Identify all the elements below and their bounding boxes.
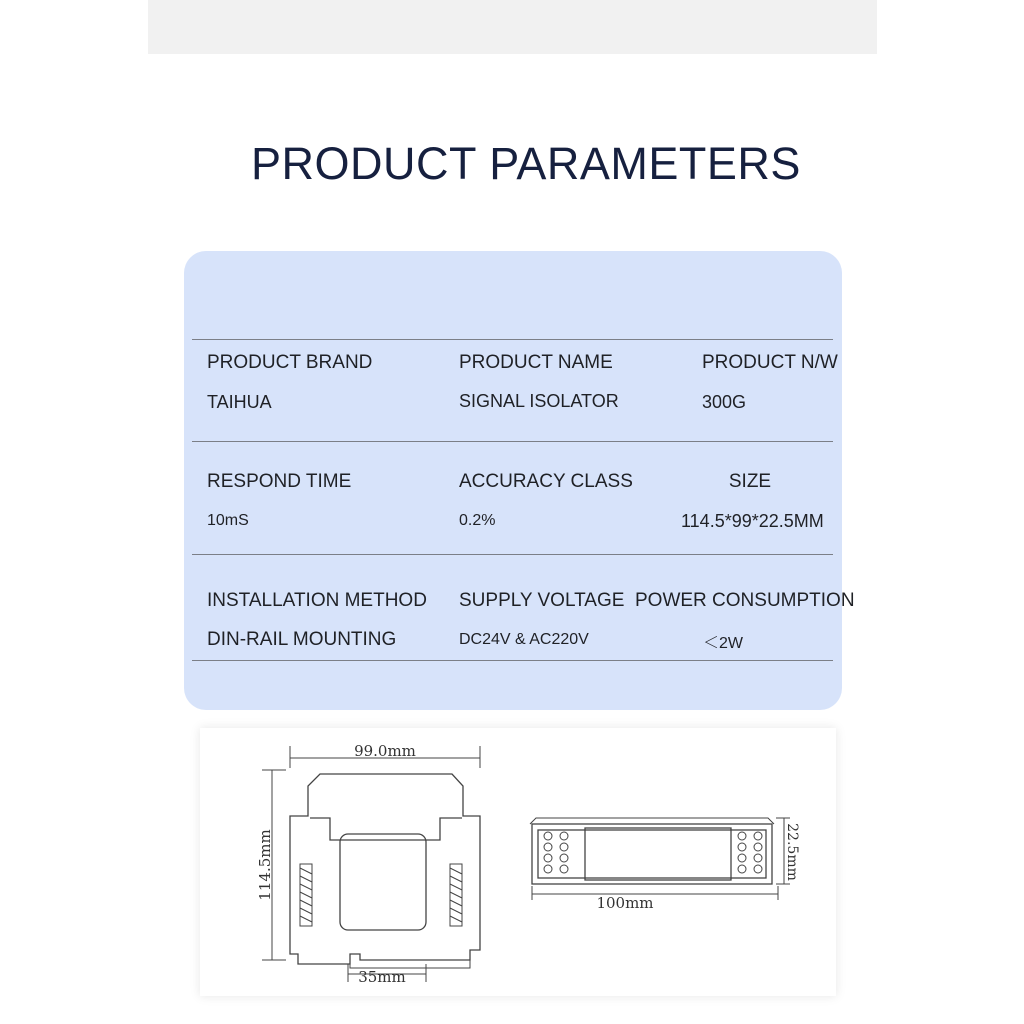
front-view-rail-foot: [350, 960, 470, 968]
label-accuracy-class: ACCURACY CLASS: [459, 471, 633, 492]
value-power-consumption: ＜2W: [703, 635, 744, 652]
top-view-label-window: [585, 828, 731, 880]
top-view-top-edge: [530, 818, 774, 824]
label-product-brand: PRODUCT BRAND: [207, 352, 373, 373]
label-power-consumption: POWER CONSUMPTION: [635, 590, 855, 611]
value-size: 114.5*99*22.5MM: [681, 511, 824, 531]
top-view-right-terminals: [738, 832, 762, 873]
label-product-nw: PRODUCT N/W: [702, 352, 838, 373]
label-supply-voltage: SUPPLY VOLTAGE: [459, 590, 625, 611]
front-view-shoulder: [310, 818, 462, 840]
value-product-brand: TAIHUA: [207, 392, 272, 412]
table-rule-bottom: [192, 660, 833, 661]
front-view-right-ribs: [450, 864, 462, 926]
top-view-inner: [538, 830, 766, 878]
rail-dimension-label: 35mm: [358, 968, 406, 986]
top-view-left-terminals: [544, 832, 568, 873]
front-view-left-ribs: [300, 864, 312, 926]
value-product-name: SIGNAL ISOLATOR: [459, 391, 619, 411]
top-gray-band: [148, 0, 877, 54]
table-rule-1: [192, 441, 833, 442]
value-accuracy-class: 0.2%: [459, 512, 496, 529]
dimension-drawing: [200, 728, 836, 996]
table-rule-2: [192, 554, 833, 555]
label-installation-method: INSTALLATION METHOD: [207, 590, 427, 611]
front-view-window: [340, 834, 426, 930]
label-product-name: PRODUCT NAME: [459, 352, 613, 373]
label-size: SIZE: [728, 471, 772, 492]
depth-dimension-label: 22.5mm: [784, 823, 800, 881]
value-respond-time: 10mS: [207, 512, 249, 529]
value-supply-voltage: DC24V & AC220V: [459, 631, 589, 648]
length-dimension-label: 100mm: [596, 894, 654, 912]
height-dimension-label: 114.5mm: [256, 829, 274, 901]
table-rule-top: [192, 339, 833, 340]
length-dimension-line: [532, 886, 778, 900]
page-title: PRODUCT PARAMETERS: [251, 138, 801, 189]
top-view-body: [532, 824, 772, 884]
label-respond-time: RESPOND TIME: [207, 471, 352, 492]
value-product-nw: 300G: [702, 392, 747, 412]
value-installation-method: DIN-RAIL MOUNTING: [207, 629, 397, 650]
width-dimension-label: 99.0mm: [354, 742, 416, 760]
dimension-drawing-panel: [200, 728, 836, 996]
